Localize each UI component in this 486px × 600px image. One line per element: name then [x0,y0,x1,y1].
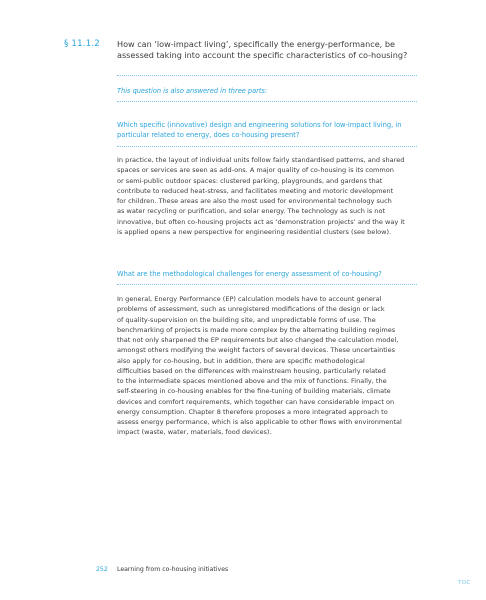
section-number: § 11.1.2 [64,39,100,49]
page-number: 252 [96,566,108,573]
question-2-body: In general, Energy Performance (EP) calculation models have to account general problems of assessment, such as unregistered modifications of the design or lack of quality-supervision on the building site, and unpredictable forms of use. The benchmarking of projects is made more complex by the alternating building regimes that not only sharpened the EP requirements but also changed the calculation model, amongst others modifying the weight factors of several devices. These uncertainties also apply for co-housing, but in addition, there are specific methodological difficulties based on the differences with mainstream housing, particularly related to the intermediate spaces mentioned above and the mix of functions. Finally, the self-steering in co-housing enables for the fine-tuning of building materials, climate devices and comfort requirements, which together can have considerable impact on energy consumption. Chapter 8 therefore proposes a more integrated approach to assess energy performance, which is also applicable to other flows with environmental impact (waste, water, materials, food devices). [117,295,402,437]
question-2-title: What are the methodological challenges for energy assessment of co-housing? [117,270,382,278]
section-title: How can ‘low-impact living’, specifically the energy-performance, be assessed taking into account the specific characteristics of co-housing? [117,39,408,61]
question-2-divider [117,284,417,285]
question-1-divider [117,146,417,147]
intro-note: This question is also answered in three parts: [117,87,268,95]
running-title: Learning from co-housing initiatives [117,566,229,573]
section-divider [117,75,417,76]
question-1-title: Which specific (innovative) design and engineering solutions for low-impact living, in particular related to energy, does co-housing present? [117,121,402,140]
question-1-body: In practice, the layout of individual units follow fairly standardised patterns, and shared spaces or services are seen as add-ons. A major quality of co-housing is its common or semi-public outdoor spaces: clustered parking, playgrounds, and gardens that contribute to reduced heat-stress, and facilitates meeting and motoric development for children. These areas are also the most used for environmental technology such as water recycling or purification, and solar energy. The technology as such is not innovative, but often co-housing projects act as ‘demonstration projects’ and the way it is applied opens a new perspective for engineering residential clusters (see below). [117,156,405,236]
note-divider [117,101,417,102]
toc-link[interactable]: TOC [458,580,471,586]
